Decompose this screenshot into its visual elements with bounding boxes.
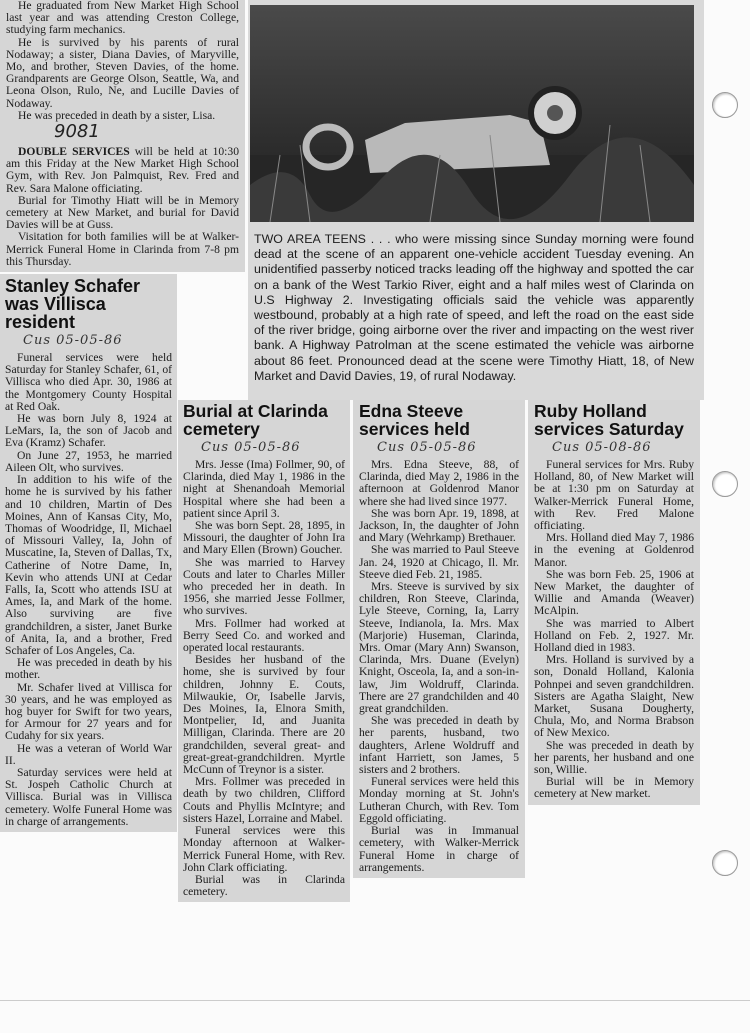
paragraph: Mrs. Steeve is survived by six children, Ron Steeve, Clarinda, Lyle Steeve, Corning, Ia, Larry Steeve, Indianola, Ia. Mrs. Max (Marjorie) Huseman, Clarinda, Mrs. Omar (Mary Ann) Swanson, Clarinda, Mrs. Duane (Evelyn) Knight, Osceola, Ia, and a son-in-law, Jim Woldruff, Clarinda. There are 27 grandchilden and 40 great grandchilden. <box>359 580 519 716</box>
article-columns <box>178 400 700 902</box>
paragraph: Saturday services were held at St. Jospeh Catholic Church at Villisca. Burial was in Villisca cemetery. Wolfe Funeral Home was in charge of arrangements. <box>5 765 172 828</box>
headline: Edna Steeve services held <box>359 401 470 439</box>
paragraph: She was born Apr. 19, 1898, at Jackson, In, the daughter of John and Mary (Wehrkamp) Brethauer. <box>359 506 519 545</box>
services-lead: DOUBLE SERVICES <box>18 145 130 159</box>
handwritten-date: Cus 05-08-86 <box>552 440 652 455</box>
paragraph: Burial will be in Memory cemetery at New market. <box>534 775 694 801</box>
punch-hole <box>712 92 738 118</box>
article-body <box>6 0 239 122</box>
paragraph: He was preceded in death by his mother. <box>5 656 172 682</box>
punch-hole <box>712 471 738 497</box>
article-steeve <box>353 400 525 878</box>
paragraph: Funeral services were held this Monday morning at St. John's Lutheran Church, with Rev. Tom Eggold officiating. <box>359 775 519 825</box>
article-body-after <box>6 195 239 268</box>
paragraph: She was married to Paul Steeve Jan. 24, 1920 at Chicago, Il. Mr. Steeve died Feb. 21, 1985. <box>359 543 519 581</box>
paragraph: Mrs. Follmer had worked at Berry Seed Co. and worked and operated local restaurants. <box>183 616 345 655</box>
headline: Stanley Schafer was Villisca resident <box>5 276 141 333</box>
paragraph: Burial was in Clarinda cemetery. <box>183 872 345 899</box>
handwritten-date: Cus 05-05-86 <box>23 333 123 349</box>
paragraph: Burial was in Immanual cemetery, with Walker-Merrick Funeral Home in charge of arrangements. <box>359 824 519 874</box>
paragraph: Mrs. Follmer was preceded in death by two children, Clifford Couts and Phyllis McIntyre; and sisters Hazel, Lorraine and Mabel. <box>183 775 345 825</box>
article-body <box>183 459 345 898</box>
paragraph: He was a veteran of World War II. <box>5 741 172 767</box>
paragraph: He was preceded in death by a sister, Lisa. <box>18 108 216 122</box>
article-body <box>5 352 172 828</box>
paragraph: She was preceded in death by her parents, her husband and one son, Willie. <box>534 738 694 777</box>
paragraph: Mrs. Jesse (Ima) Follmer, 90, of Clarinda, died May 1, 1986 in the night at Shenandoah Memorial Hospital where she had been a patient since April 3. <box>183 458 345 520</box>
headline: Burial at Clarinda cemetery <box>183 401 328 439</box>
article-follmer <box>178 400 350 902</box>
paragraph: Mrs. Holland is survived by a son, Donald Holland, Kalonia Pohnpei and seven grandchildren. Sisters are Agatha Slaight, New Market, Susana Dougherty, Chula, Mo, and Norma Brabson of New Mexico. <box>534 653 694 740</box>
article-body <box>534 459 694 801</box>
paragraph: He graduated from New Market High School last year and was attending Creston College, studying farm mechanics. <box>6 0 239 37</box>
services-paragraph <box>6 146 239 195</box>
paragraph: She was born Feb. 25, 1906 at New Market, the daughter of Willie and Amanda (Weaver) McAlpin. <box>534 567 694 618</box>
accident-photo <box>250 5 694 222</box>
photo-clipping <box>248 0 704 400</box>
article-schafer <box>0 274 177 832</box>
paragraph: She was married to Harvey Couts and later to Charles Miller who preceded her in death. In 1956, she married Jesse Follmer, who survives. <box>183 555 345 618</box>
paragraph: He is survived by his parents of rural Nodaway; a sister, Diana Davies, of Maryville, Mo, and brother, Steven Davies, of the home. Grandparents are George Olson, Seattle, Wa, and Leona Olson, Rulo, Ne, and Lucille Davies of Nodaway. <box>6 35 239 110</box>
paragraph: Funeral services were held Saturday for Stanley Schafer, 61, of Villisca who died Apr. 30, 1986 at the Montgomery County Hospital at Red Oak. <box>5 351 172 413</box>
paragraph: Visitation for both families will be at Walker-Merrick Funeral Home in Clarinda from 7-8 pm this Thursday. <box>6 230 239 268</box>
page-bottom-edge <box>0 1000 750 1001</box>
paragraph: In addition to his wife of the home he is survived by his father and 10 children, Martin of Des Moines, Ann of Kansas City, Mo, Thomas of Woodridge, Il, Michael of Missouri Valley, Ia, John of Muscatine, Ia, Steven of Dallas, Tx, Catherine of Notre Dame, In, Kevin who attends UNI at Cedar Falls, Ia, Scott who attends ISU at Ames, Ia, and Mark of the home. Also surviving are five grandchildren, a sister, Janet Burke of Anita, Ia, and a brother, Fred Schafer of Los Angeles, Ca. <box>5 473 172 657</box>
paragraph: She was preceded in death by her parents, husband, two daughters, Arlene Woldruff and infant Harriett, son James, 5 sisters and 2 brothers. <box>359 714 519 777</box>
paragraph: She was married to Albert Holland on Feb. 2, 1927. Mr. Holland died in 1983. <box>534 616 694 655</box>
services-text: will be held at 10:30 am this Friday at the New Market High School Gym, with Rev. Jon Palmquist, Rev. Fred and Rev. Sara Malone officiating. <box>6 145 239 195</box>
paragraph: Mrs. Holland died May 7, 1986 in the evening at Goldenrod Manor. <box>534 531 694 569</box>
handwritten-date: Cus 05-05-86 <box>201 440 301 455</box>
paragraph: She was born Sept. 28, 1895, in Missouri, the daughter of John Ira and Mary Ellen (Brown) Goucher. <box>183 519 345 557</box>
obituary-continuation-clipping <box>0 0 245 272</box>
article-holland <box>528 400 700 805</box>
article-body <box>359 459 519 874</box>
paragraph: Funeral services were this Monday afternoon at Walker-Merrick Funeral Home, with Rev. John Clark officiating. <box>183 824 345 874</box>
handwritten-date: Cus 05-05-86 <box>377 440 477 455</box>
photo-caption: TWO AREA TEENS . . . who were missing since Sunday morning were found dead at the scene of an apparent one-vehicle accident Tuesday evening. An unidentified passerby noticed tracks leading off the highway and spotted the car on a bank of the West Tarkio River, eight and a half miles west of Clarinda on U.S Highway 2. Investigating officials said the vehicle was apparently westbound, probably at a high rate of speed, and left the road on the east side of the river bridge, going airborne over the river and impacting on the west river bank. A Highway Patrolman at the scene estimated the vehicle was airborne about 86 feet. Pronounced dead at the scene were Timothy Hiatt, 18, of New Market and David Davies, 19, of rural Nodaway. <box>254 232 694 383</box>
punch-hole <box>712 850 738 876</box>
headline: Ruby Holland services Saturday <box>534 401 684 439</box>
paragraph: Burial for Timothy Hiatt will be in Memory cemetery at New Market, and burial for David Davies will be at Guss. <box>6 193 239 232</box>
paragraph: On June 27, 1953, he married Aileen Olt, who survives. <box>5 448 172 474</box>
paragraph: Funeral services for Mrs. Ruby Holland, 80, of New Market will be at 1:30 pm on Saturday at Walker-Merrick Funeral Home, with Rev. Fred Malone officiating. <box>534 458 694 533</box>
paragraph: Besides her husband of the home, she is survived by four children, Johnny E. Couts, Milwaukie, Or, Isabelle Jarvis, Des Moines, Ia, Elnora Smith, Montpelier, Id, and Juanita Milligan, Clarinda. There are 20 grandchilden, several great- and great-great-grandchildren. Myrtle McCunn of Treynor is a sister. <box>183 653 345 777</box>
paragraph: Mr. Schafer lived at Villisca for 30 years, and he was employed as hog buyer for Swift for two years, for Armour for 27 years and for Cudahy for six years. <box>5 680 172 743</box>
paragraph: He was born July 8, 1924 at LeMars, Ia, the son of Jacob and Eva (Kramz) Schafer. <box>5 412 172 450</box>
paragraph: Mrs. Edna Steeve, 88, of Clarinda, died May 2, 1986 in the afternoon at Goldenrod Manor where she had lived since 1977. <box>359 458 519 508</box>
handwritten-number: 9081 <box>54 121 100 143</box>
car-wreck-image <box>250 5 694 222</box>
